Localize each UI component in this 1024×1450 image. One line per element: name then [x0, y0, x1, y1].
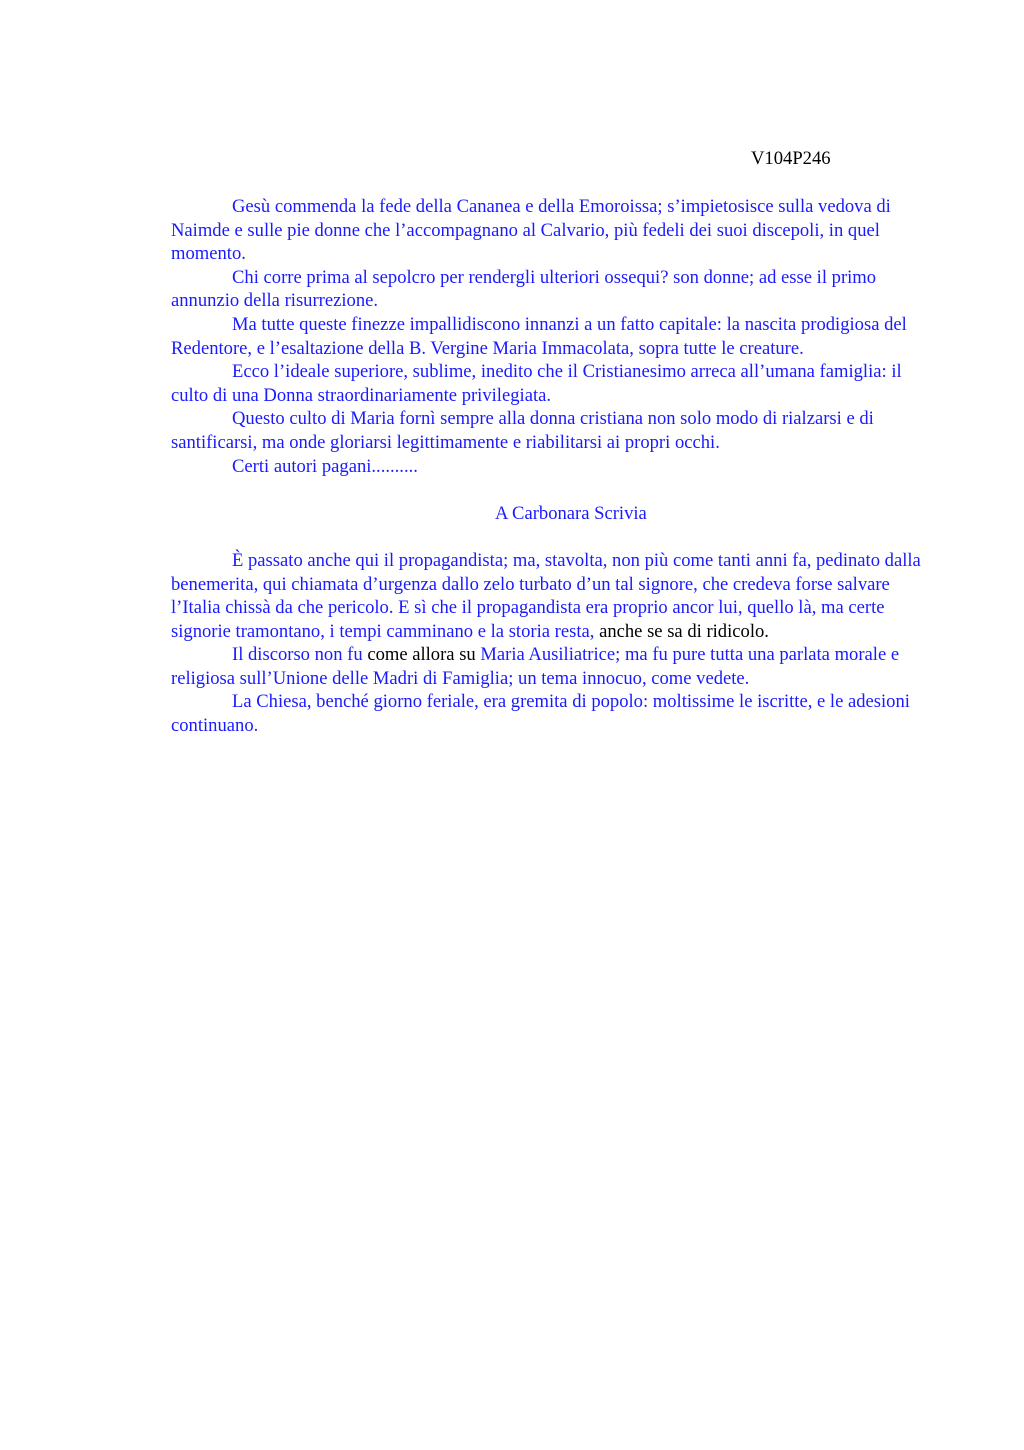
paragraph: [171, 643, 931, 690]
paragraph-text-black: come allora su: [367, 644, 476, 666]
paragraph: Ma tutte queste finezze impallidiscono innanzi a un fatto capitale: la nascita prodigiosa del Redentore, e l’esaltazione della B. Vergine Maria Immacolata, sopra tutte le creature.: [171, 313, 907, 359]
paragraph-text-black: anche se sa di ridicolo.: [599, 620, 769, 642]
paragraph-text: Il discorso non fu: [232, 644, 363, 666]
paragraph: Gesù commenda la fede della Cananea e della Emoroissa; s’impietosisce sulla vedova di Naimde e sulle pie donne che l’accompagnano al Calvario, più fedeli dei suoi discepoli, in quel momento.: [171, 196, 891, 265]
section-title: A Carbonara Scrivia: [495, 502, 647, 524]
paragraph: Certi autori pagani..........: [232, 455, 418, 477]
document-body: [171, 195, 931, 738]
paragraph: [171, 549, 931, 643]
paragraph: Chi corre prima al sepolcro per rendergli ulteriori ossequi? son donne; ad esse il primo annunzio della risurrezione.: [171, 266, 877, 312]
paragraph-text: È passato anche qui il propagandista; ma, stavolta, non più come tanti anni fa, pedinato dalla benemerita, qui chiamata d’urgenza dallo zelo turbato d’un tal signore, che credeva forse salvare l’Italia chissà da che pericolo. E sì che il propagandista era proprio ancor lui, quello là, ma certe signorie tramontano, i tempi camminano e la storia resta,: [171, 549, 921, 642]
paragraph: Questo culto di Maria fornì sempre alla donna cristiana non solo modo di rialzarsi e di santificarsi, ma onde gloriarsi legittimamente e riabilitarsi ai propri occhi.: [171, 408, 874, 453]
paragraph-text: Maria Ausiliatrice; ma fu pure tutta una parlata morale e religiosa sull’Unione delle Madri di Famiglia; un tema innocuo, come vedete.: [171, 644, 900, 689]
paragraph: Ecco l’ideale superiore, sublime, inedito che il Cristianesimo arreca all’umana famiglia: il culto di una Donna straordinariamente privilegiata.: [171, 361, 902, 406]
paragraph: La Chiesa, benché giorno feriale, era gremita di popolo: moltissime le iscritte, e le adesioni continuano.: [171, 691, 910, 737]
page-reference: V104P246: [751, 148, 831, 169]
